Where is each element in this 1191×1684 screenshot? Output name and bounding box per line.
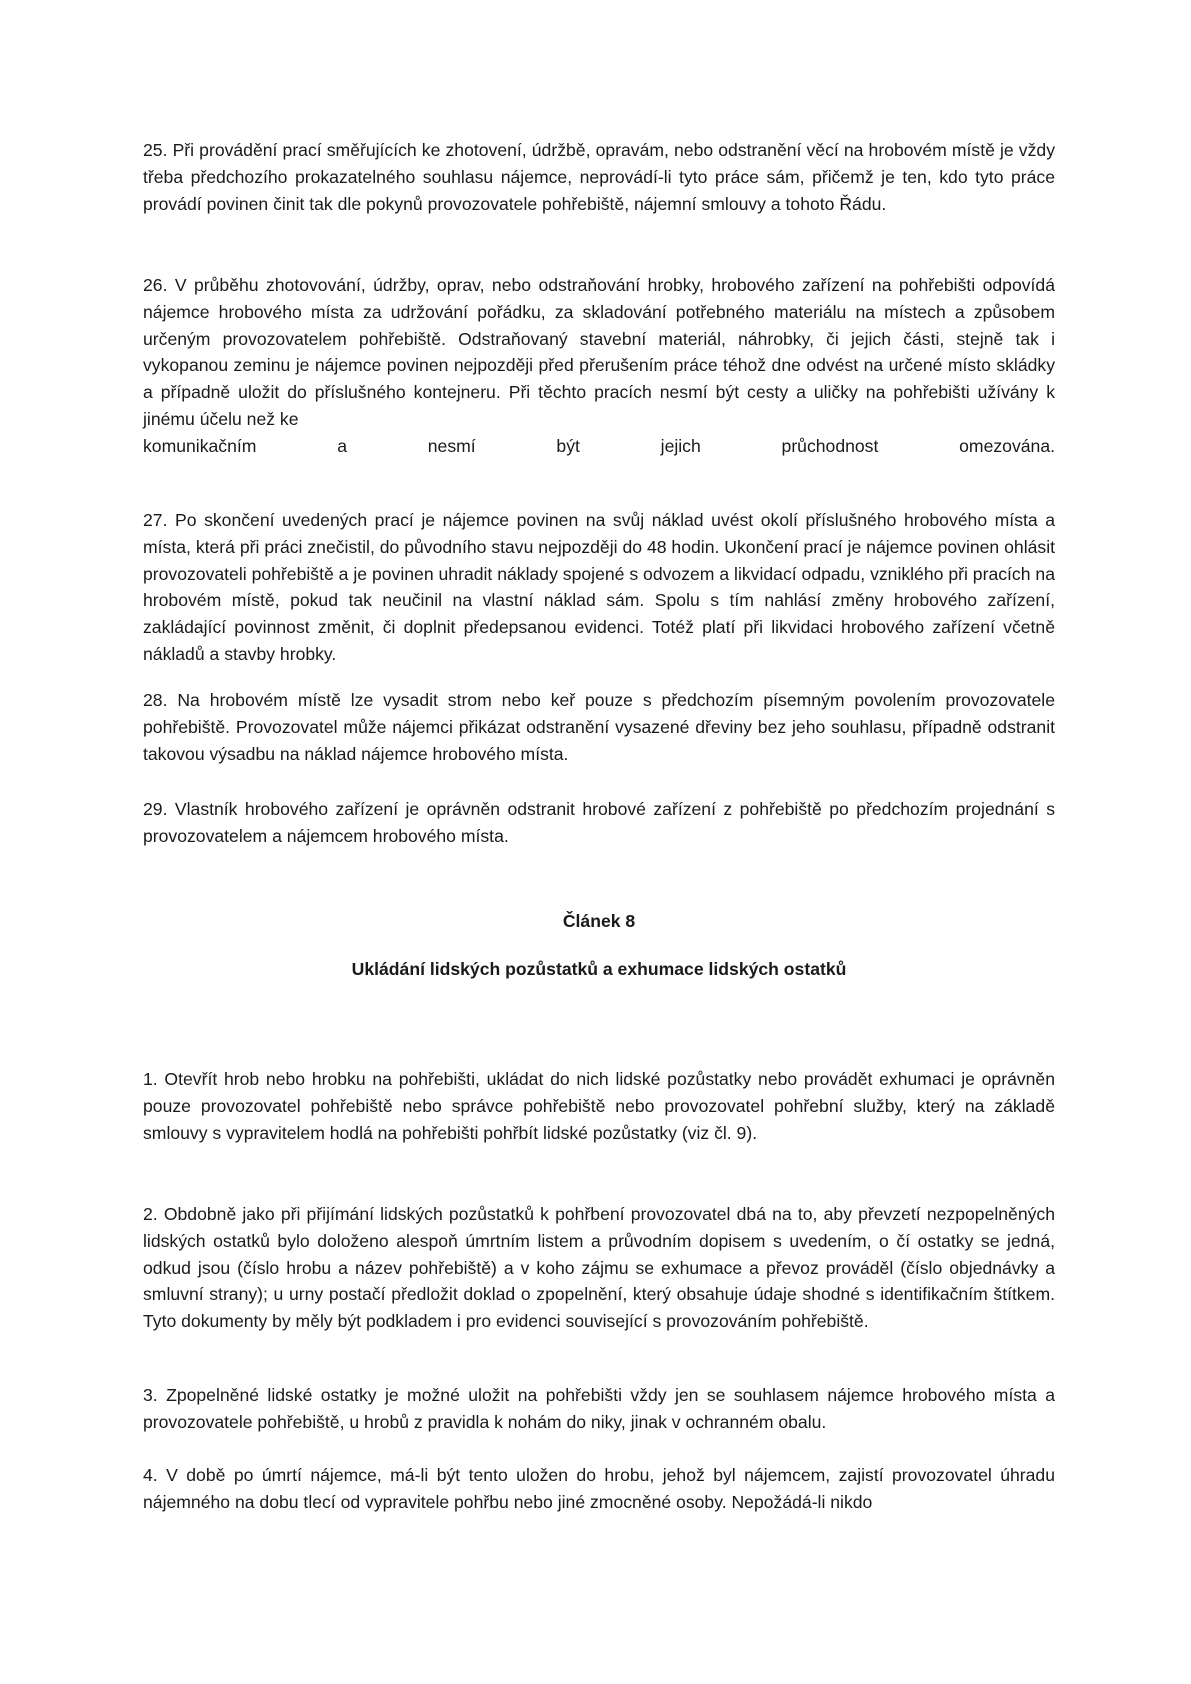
article-paragraph-2: 2. Obdobně jako při přijímání lidských pozůstatků k pohřbení provozovatel dbá na to, aby převzetí nezpopelněných lidských ostatků bylo doloženo alespoň úmrtním listem a průvodním dopisem s uvedením, o čí ostatky se jedná, odkud jsou (číslo hrobu a název pohřebiště) a v koho zájmu se exhumace a převoz prováděl (číslo objednávky a smluvní strany); u urny postačí předložit doklad o zpopelnění, který obsahuje údaje shodné s identifikačním štítkem. Tyto dokumenty by měly být podkladem i pro evidenci související s provozováním pohřebiště. bbox=[143, 1204, 1055, 1332]
paragraph-28: 28. Na hrobovém místě lze vysadit strom nebo keř pouze s předchozím písemným povolením provozovatele pohřebiště. Provozovatel může nájemci přikázat odstranění vysazené dřeviny bez jeho souhlasu, případně odstranit takovou výsadbu na náklad nájemce hrobového místa. bbox=[143, 690, 1055, 764]
article-paragraph-3: 3. Zpopelněné lidské ostatky je možné uložit na pohřebišti vždy jen se souhlasem nájemce hrobového místa a provozovatele pohřebiště, u hrobů z pravidla k nohám do niky, jinak v ochranném obalu. bbox=[143, 1385, 1055, 1432]
paragraph-25: 25. Při provádění prací směřujících ke zhotovení, údržbě, opravám, nebo odstranění věcí na hrobovém místě je vždy třeba předchozího prokazatelného souhlasu nájemce, neprovádí-li tyto práce sám, přičemž je ten, kdo tyto práce provádí povinen činit tak dle pokynů provozovatele pohřebiště, nájemní smlouvy a tohoto Řádu. bbox=[143, 140, 1055, 214]
paragraph-26 bbox=[143, 272, 1055, 460]
article-paragraph-4: 4. V době po úmrtí nájemce, má-li být tento uložen do hrobu, jehož byl nájemcem, zajistí provozovatel úhradu nájemného na dobu tlecí od vypravitele pohřbu nebo jiné zmocněné osoby. Nepožádá-li nikdo bbox=[143, 1465, 1055, 1512]
article-number: Článek 8 bbox=[562, 911, 636, 931]
paragraph-26-body: 26. V průběhu zhotovování, údržby, oprav, nebo odstraňování hrobky, hrobového zařízení na pohřebišti odpovídá nájemce hrobového místa za udržování pořádku, za skladování potřebného materiálu na místech a způsobem určeným provozovatelem pohřebiště. Odstraňovaný stavební materiál, náhrobky, či jejich části, stejně tak i vykopanou zeminu je nájemce povinen nejpozději před přerušením práce téhož dne odvést na určené místo skládky a případně uložit do příslušného kontejneru. Při těchto pracích nesmí být cesty a uličky na pohřebišti užívány k jinému účelu než ke bbox=[143, 275, 1055, 429]
paragraph-26-last-line: komunikačním a nesmí být jejich průchodnost omezována. bbox=[143, 435, 1055, 456]
paragraph-27: 27. Po skončení uvedených prací je nájemce povinen na svůj náklad uvést okolí příslušného hrobového místa a místa, která při práci znečistil, do původního stavu nejpozději do 48 hodin. Ukončení prací je nájemce povinen ohlásit provozovateli pohřebiště a je povinen uhradit náklady spojené s odvozem a likvidací odpadu, vzniklého při pracích na hrobovém místě, pokud tak neučinil na vlastní náklad sám. Spolu s tím nahlásí změny hrobového zařízení, zakládající povinnost změnit, či doplnit předepsanou evidenci. Totéž platí při likvidaci hrobového zařízení včetně nákladů a stavby hrobky. bbox=[143, 510, 1055, 664]
paragraph-29: 29. Vlastník hrobového zařízení je oprávněn odstranit hrobové zařízení z pohřebiště po předchozím projednání s provozovatelem a nájemcem hrobového místa. bbox=[143, 799, 1055, 846]
article-title: Ukládání lidských pozůstatků a exhumace lidských ostatků bbox=[351, 959, 847, 979]
article-paragraph-1: 1. Otevřít hrob nebo hrobku na pohřebišti, ukládat do nich lidské pozůstatky nebo provádět exhumaci je oprávněn pouze provozovatel pohřebiště nebo správce pohřebiště nebo provozovatel pohřební služby, který na základě smlouvy s vypravitelem hodlá na pohřebišti pohřbít lidské pozůstatky (viz čl. 9). bbox=[143, 1069, 1055, 1143]
